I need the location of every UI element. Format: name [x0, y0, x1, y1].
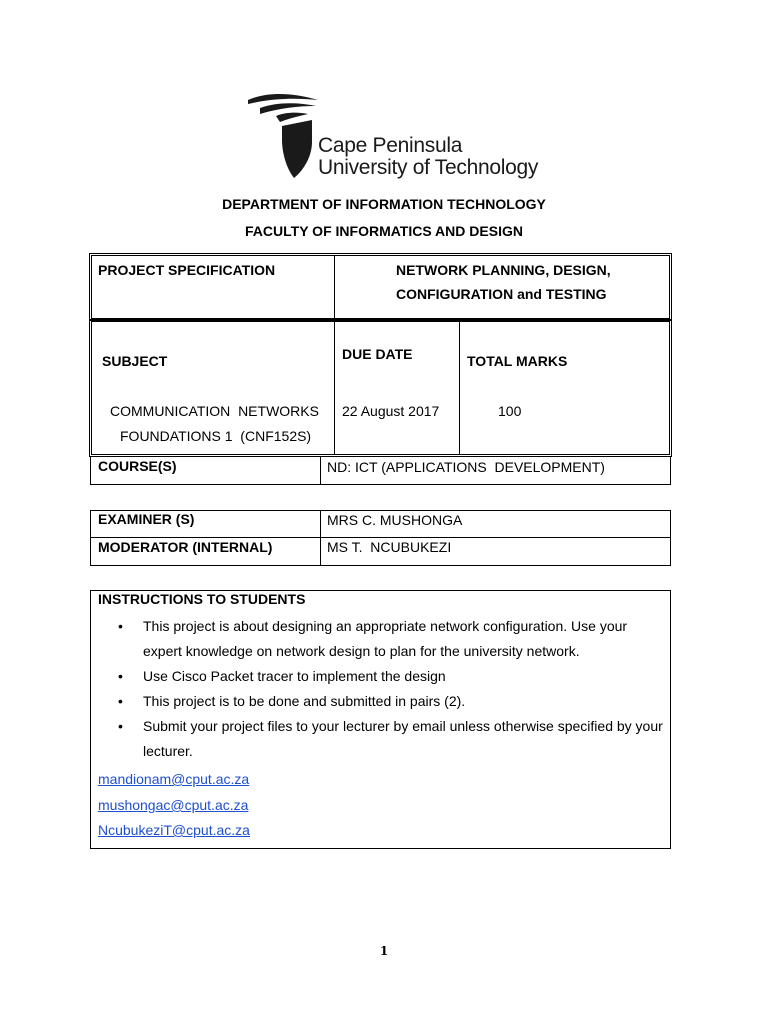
list-item: • Use Cisco Packet tracer to implement the design	[98, 664, 668, 689]
course-value: ND: ICT (APPLICATIONS DEVELOPMENT)	[327, 459, 605, 475]
divider	[90, 537, 671, 538]
email-link-ncubukezit[interactable]: NcubukeziT@cput.ac.za	[98, 822, 250, 838]
total-marks-value: 100	[498, 403, 522, 419]
divider	[334, 321, 335, 455]
divider	[320, 510, 321, 566]
page-number: 1	[379, 944, 389, 958]
logo-text-line1: Cape Peninsula	[318, 134, 463, 157]
moderator-value: MS T. NCUBUKEZI	[327, 539, 452, 555]
project-title-line1: NETWORK PLANNING, DESIGN,	[396, 262, 611, 278]
total-marks-label: TOTAL MARKS	[467, 353, 568, 369]
subject-label: SUBJECT	[102, 353, 168, 369]
subject-line1: COMMUNICATION NETWORKS	[110, 403, 319, 419]
email-link-mushongac[interactable]: mushongac@cput.ac.za	[98, 797, 249, 813]
project-title-line2: CONFIGURATION and TESTING	[396, 286, 607, 302]
subject-line2: FOUNDATIONS 1 (CNF152S)	[120, 428, 312, 444]
instructions-title: INSTRUCTIONS TO STUDENTS	[98, 591, 306, 607]
university-logo	[246, 90, 539, 182]
divider	[459, 321, 460, 455]
department-heading: DEPARTMENT OF INFORMATION TECHNOLOGY	[222, 196, 546, 212]
course-label: COURSE(S)	[98, 458, 177, 474]
faculty-heading: FACULTY OF INFORMATICS AND DESIGN	[245, 223, 523, 239]
divider	[334, 255, 335, 319]
list-item: • This project is about designing an appropriate network configuration. Use your expert knowledge on network design to plan for the university network.	[98, 614, 668, 664]
examiner-label: EXAMINER (S)	[98, 511, 195, 527]
due-date-value: 22 August 2017	[342, 403, 440, 419]
project-spec-label: PROJECT SPECIFICATION	[98, 262, 276, 278]
divider	[320, 456, 321, 485]
email-link-mandionam[interactable]: mandionam@cput.ac.za	[98, 771, 250, 787]
list-item: • This project is to be done and submitted in pairs (2).	[98, 689, 668, 714]
logo-text-line2: University of Technology	[318, 156, 539, 179]
moderator-label: MODERATOR (INTERNAL)	[98, 539, 273, 555]
examiner-value: MRS C. MUSHONGA	[327, 512, 463, 528]
list-item: • Submit your project files to your lecturer by email unless otherwise specified by your lecturer.	[98, 714, 668, 764]
logo-emblem-icon	[246, 90, 326, 182]
instructions-list	[98, 614, 668, 764]
due-date-label: DUE DATE	[342, 346, 413, 362]
